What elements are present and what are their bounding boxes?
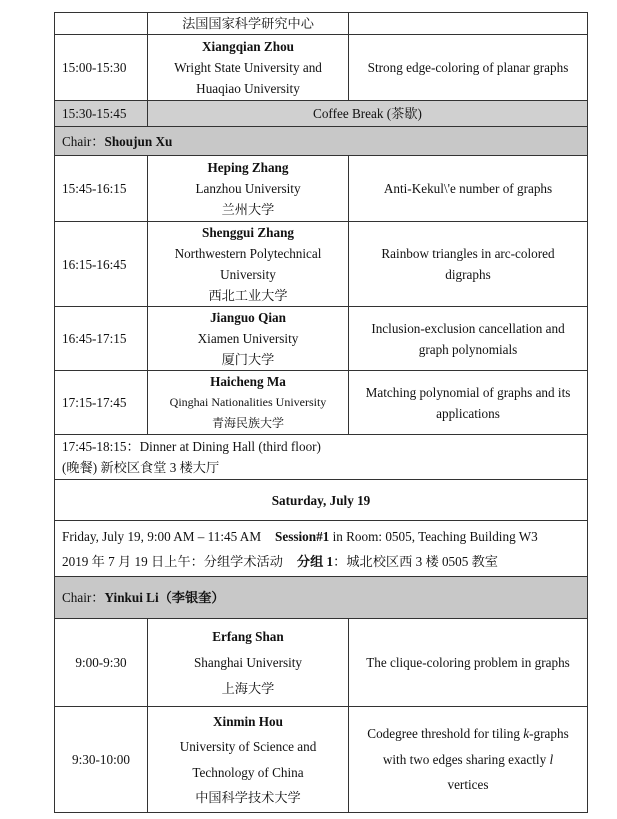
table-row xyxy=(55,222,588,307)
table-row xyxy=(55,371,588,435)
affiliation-cn: 中国科学技术大学 xyxy=(195,790,301,805)
affiliation-cn: 西北工业大学 xyxy=(208,288,288,303)
talk-time: 17:15-17:45 xyxy=(55,371,148,435)
talk-title-line: applications xyxy=(436,405,500,421)
talk-title-line: vertices xyxy=(447,777,489,793)
session-room: in Room: 0505, Teaching Building W3 xyxy=(329,528,538,544)
talk-title xyxy=(349,707,588,813)
chair-row xyxy=(55,127,588,156)
dinner-en: 17:45-18:15：Dinner at Dining Hall (third floor) xyxy=(62,439,321,454)
talk-title: Strong edge-coloring of planar graphs xyxy=(349,35,588,101)
affiliation: University of Science and xyxy=(179,739,317,754)
affiliation: Wright State University and xyxy=(174,60,322,75)
affiliation: Northwestern Polytechnical xyxy=(174,246,322,261)
affiliation: Technology of China xyxy=(192,764,304,780)
dinner-cn: (晚餐) 新校区食堂 3 楼大厅 xyxy=(62,460,220,475)
speaker-cell xyxy=(148,619,349,707)
talk-title-line: Matching polynomial of graphs and its xyxy=(365,384,571,400)
group-label: 分组 1 xyxy=(296,553,334,569)
speaker-cell xyxy=(148,371,349,435)
speaker-name: Xinmin Hou xyxy=(213,713,283,729)
chair-prefix: Chair： xyxy=(62,590,105,605)
affiliation: University xyxy=(220,267,276,282)
chair-name: Shoujun Xu xyxy=(104,133,173,149)
session-date: Friday, July 19, 9:00 AM – 11:45 AM xyxy=(62,528,262,544)
chair-name: Yinkui Li（李银奎） xyxy=(104,590,225,605)
affiliation-cn: 兰州大学 xyxy=(221,202,275,217)
speaker-name: Heping Zhang xyxy=(207,160,289,175)
table-row xyxy=(55,101,588,127)
table-row xyxy=(55,35,588,101)
session-date-cn: 2019 年 7 月 19 日上午：分组学术活动 xyxy=(62,553,283,569)
talk-title xyxy=(349,307,588,371)
dinner-row xyxy=(55,435,588,480)
affiliation-cn: 法国国家科学研究中心 xyxy=(148,13,349,35)
affiliation: Lanzhou University xyxy=(195,181,301,196)
talk-title xyxy=(349,222,588,307)
session-line-en xyxy=(62,524,587,549)
table-row xyxy=(55,480,588,521)
speaker-name: Shenggui Zhang xyxy=(202,225,294,240)
affiliation-cn: 上海大学 xyxy=(221,680,275,696)
table-row xyxy=(55,521,588,577)
table-row xyxy=(55,577,588,619)
talk-title-line: with two edges sharing exactly l xyxy=(382,751,554,767)
talk-title-line: Inclusion-exclusion cancellation and xyxy=(371,320,565,336)
talk-title-line: Rainbow triangles in arc-colored xyxy=(381,246,555,261)
affiliation-cn: 厦门大学 xyxy=(221,352,275,367)
talk-time: 15:00-15:30 xyxy=(55,35,148,101)
speaker-cell xyxy=(148,307,349,371)
talk-title-line: Codegree threshold for tiling k-graphs xyxy=(367,726,569,742)
talk-title: The clique-coloring problem in graphs xyxy=(349,619,588,707)
affiliation: Huaqiao University xyxy=(196,81,300,96)
table-row xyxy=(55,13,588,35)
talk-title xyxy=(349,371,588,435)
speaker-cell xyxy=(148,156,349,222)
speaker-name: Xiangqian Zhou xyxy=(202,39,294,54)
talk-title-line: digraphs xyxy=(445,267,491,282)
schedule-table xyxy=(54,12,588,813)
affiliation: Shanghai University xyxy=(193,654,303,670)
chair-prefix: Chair： xyxy=(62,133,105,149)
day-heading: Saturday, July 19 xyxy=(55,480,588,521)
session-info xyxy=(55,521,588,577)
speaker-name: Erfang Shan xyxy=(212,628,284,644)
break-time: 15:30-15:45 xyxy=(55,101,148,127)
talk-time: 16:15-16:45 xyxy=(55,222,148,307)
speaker-name: Jianguo Qian xyxy=(210,310,286,325)
speaker-cell xyxy=(148,222,349,307)
session-room-cn: ：城北校区西 3 楼 0505 教室 xyxy=(333,553,498,569)
table-row xyxy=(55,707,588,813)
talk-title: Anti-Kekul\'e number of graphs xyxy=(349,156,588,222)
affiliation-cn: 青海民族大学 xyxy=(211,416,284,430)
session-label: Session#1 xyxy=(275,528,330,544)
table-row xyxy=(55,307,588,371)
talk-time: 9:30-10:00 xyxy=(55,707,148,813)
table-row xyxy=(55,156,588,222)
table-row xyxy=(55,619,588,707)
speaker-cell xyxy=(148,707,349,813)
talk-title-line: graph polynomials xyxy=(418,341,518,357)
talk-time: 9:00-9:30 xyxy=(55,619,148,707)
affiliation: Xiamen University xyxy=(197,331,299,346)
table-row xyxy=(55,435,588,480)
speaker-cell xyxy=(148,35,349,101)
speaker-name: Haicheng Ma xyxy=(210,374,286,389)
affiliation: Qinghai Nationalities University xyxy=(169,395,327,409)
chair-row xyxy=(55,577,588,619)
table-row xyxy=(55,127,588,156)
talk-time: 15:45-16:15 xyxy=(55,156,148,222)
talk-time: 16:45-17:15 xyxy=(55,307,148,371)
coffee-break-label: Coffee Break (茶歇) xyxy=(148,101,588,127)
session-line-cn xyxy=(62,549,587,574)
